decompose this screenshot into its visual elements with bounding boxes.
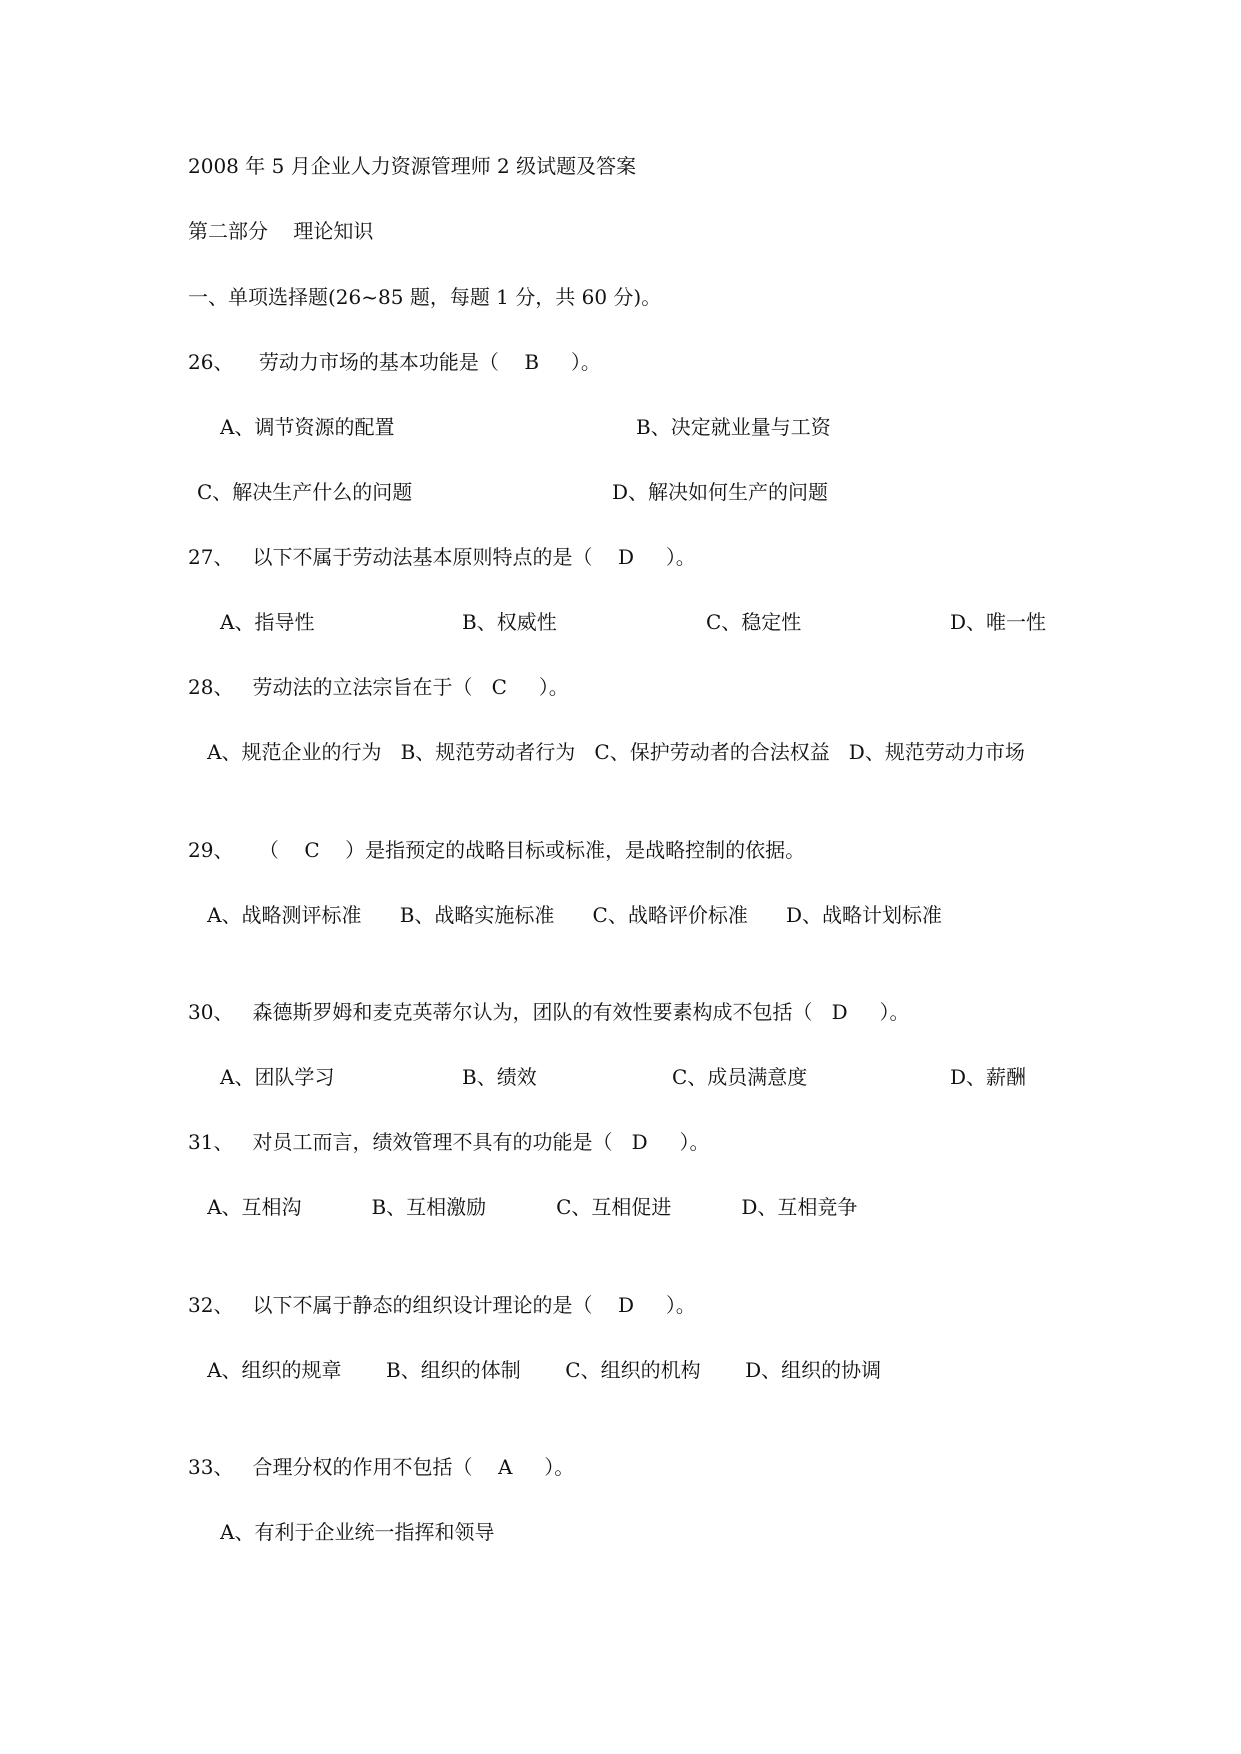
option-a: A、互相沟	[207, 1195, 302, 1219]
options-block	[188, 1354, 1058, 1386]
option-a: A、团队学习	[220, 1065, 335, 1089]
option-c: C、成员满意度	[672, 1065, 808, 1089]
option-b: B、组织的体制	[386, 1358, 521, 1382]
question-31: 31、 对员工而言，绩效管理不具有的功能是（ D ）。	[188, 1130, 710, 1154]
option-a: A、调节资源的配置	[220, 415, 395, 439]
option-a: A、组织的规章	[207, 1358, 342, 1382]
answer-letter: D	[631, 1130, 648, 1154]
options-block	[188, 736, 1058, 768]
option-c: C、组织的机构	[565, 1358, 701, 1382]
part-heading: 第二部分 理论知识	[188, 219, 374, 243]
option-b: B、权威性	[462, 610, 557, 634]
question-32: 32、 以下不属于静态的组织设计理论的是（ D ）。	[188, 1293, 696, 1317]
question-number: 27、	[188, 545, 234, 569]
question-text: 对员工而言，绩效管理不具有的功能是（	[252, 1130, 613, 1154]
option-d: D、组织的协调	[745, 1358, 882, 1382]
question-28: 28、 劳动法的立法宗旨在于（ C ）。	[188, 675, 569, 699]
option-d: D、规范劳动力市场	[848, 740, 1025, 764]
answer-letter: A	[497, 1455, 513, 1479]
answer-letter: D	[831, 1000, 848, 1024]
question-text: 合理分权的作用不包括（	[252, 1455, 473, 1479]
question-29: 29、 （ C ）是指预定的战略目标或标准，是战略控制的依据。	[188, 838, 806, 862]
option-c: C、战略评价标准	[592, 903, 748, 927]
option-c: C、保护劳动者的合法权益	[594, 740, 830, 764]
question-number: 30、	[188, 1000, 234, 1024]
option-d: D、互相竞争	[741, 1195, 858, 1219]
answer-letter: D	[617, 1293, 635, 1317]
answer-letter: B	[524, 350, 540, 374]
question-33: 33、 合理分权的作用不包括（ A ）。	[188, 1455, 575, 1479]
option-a: A、指导性	[220, 610, 315, 634]
option-d: D、解决如何生产的问题	[612, 480, 829, 504]
option-a: A、有利于企业统一指挥和领导	[220, 1520, 495, 1544]
option-a: A、规范企业的行为	[207, 740, 382, 764]
question-text: 劳动法的立法宗旨在于（	[252, 675, 473, 699]
option-d: D、薪酬	[950, 1065, 1027, 1089]
question-text: ）是指预定的战略目标或标准，是战略控制的依据。	[345, 838, 806, 862]
question-number: 31、	[188, 1130, 234, 1154]
question-26: 26、 劳动力市场的基本功能是（ B ）。	[188, 350, 601, 374]
question-number: 26、	[188, 350, 234, 374]
question-text: 以下不属于静态的组织设计理论的是（	[252, 1293, 593, 1317]
section-heading: 一、单项选择题(26~85 题，每题 1 分，共 60 分)。	[188, 285, 662, 309]
option-a: A、战略测评标准	[207, 903, 362, 927]
options-block	[188, 899, 1058, 931]
option-b: B、绩效	[462, 1065, 537, 1089]
option-c: C、互相促进	[556, 1195, 672, 1219]
question-text: 劳动力市场的基本功能是（	[258, 350, 499, 374]
option-b: B、战略实施标准	[399, 903, 555, 927]
document-title: 2008 年 5 月企业人力资源管理师 2 级试题及答案	[188, 154, 637, 178]
question-number: 32、	[188, 1293, 234, 1317]
option-d: D、唯一性	[950, 610, 1047, 634]
answer-letter: C	[304, 838, 320, 862]
question-27: 27、 以下不属于劳动法基本原则特点的是（ D ）。	[188, 545, 696, 569]
option-c: C、解决生产什么的问题	[197, 480, 413, 504]
question-number: 29、	[188, 838, 234, 862]
options-block	[188, 1191, 1058, 1223]
answer-letter: C	[491, 675, 507, 699]
option-b: B、决定就业量与工资	[636, 415, 831, 439]
question-text: 森德斯罗姆和麦克英蒂尔认为，团队的有效性要素构成不包括（	[252, 1000, 813, 1024]
option-b: B、互相激励	[371, 1195, 487, 1219]
option-c: C、稳定性	[706, 610, 802, 634]
question-30: 30、 森德斯罗姆和麦克英蒂尔认为，团队的有效性要素构成不包括（ D ）。	[188, 1000, 910, 1024]
question-text: 以下不属于劳动法基本原则特点的是（	[252, 545, 593, 569]
option-b: B、规范劳动者行为	[400, 740, 576, 764]
question-number: 28、	[188, 675, 234, 699]
option-d: D、战略计划标准	[786, 903, 943, 927]
question-number: 33、	[188, 1455, 234, 1479]
answer-letter: D	[617, 545, 635, 569]
